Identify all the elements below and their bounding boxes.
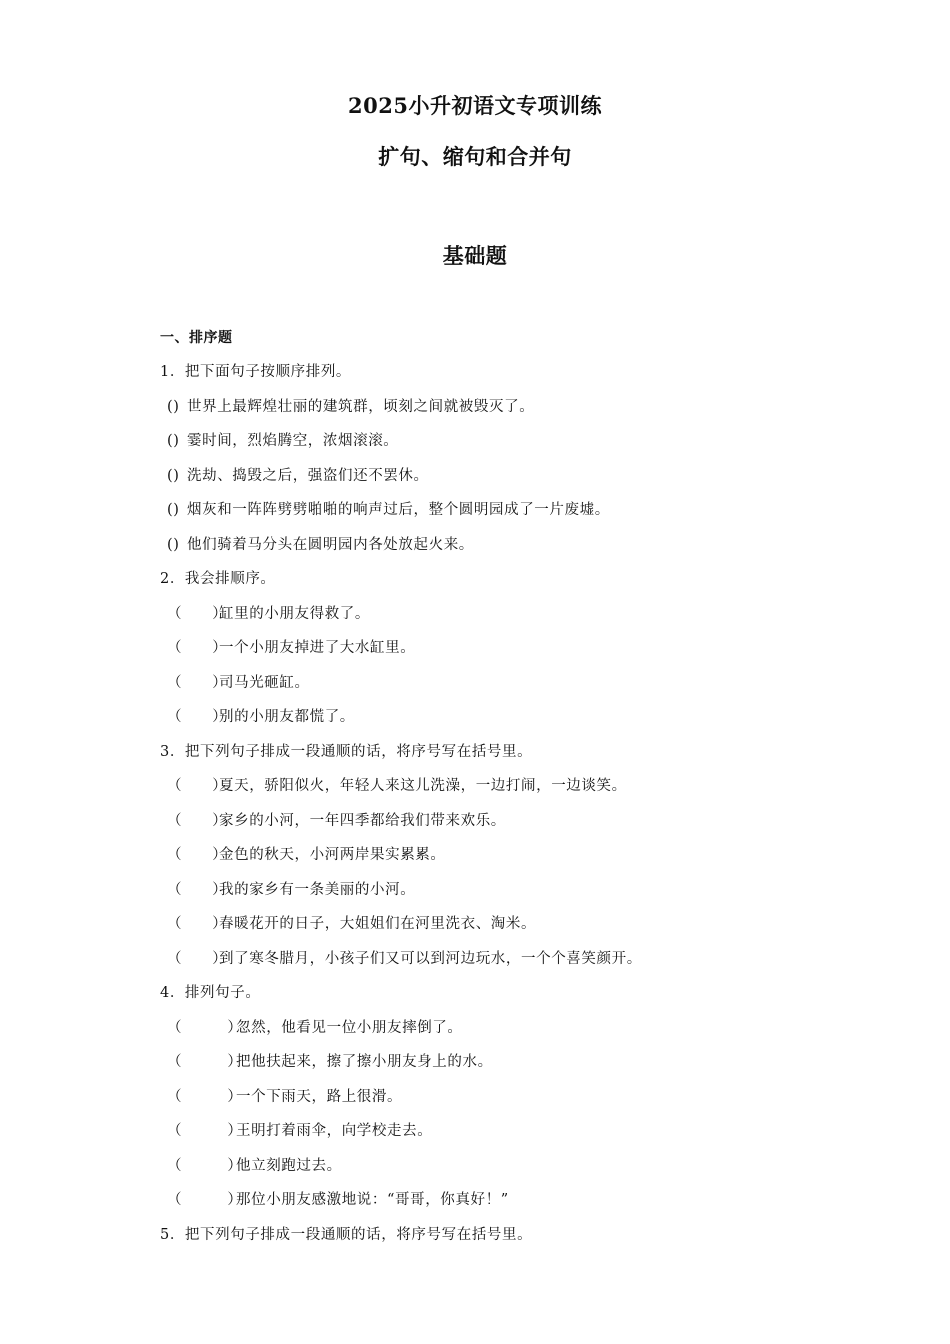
- question-1-item: [160, 533, 860, 568]
- answer-blank[interactable]: （ ）: [167, 916, 228, 932]
- item-text: 一个小朋友掉进了大水缸里。: [219, 640, 416, 656]
- question-4-item: [160, 1050, 860, 1085]
- question-3-item: [160, 947, 860, 982]
- question-3-item: [160, 843, 860, 878]
- question-3-item: [160, 912, 860, 947]
- item-text: 他们骑着马分头在圆明园内各处放起火来。: [187, 536, 474, 553]
- item-text: 缸里的小朋友得救了。: [219, 605, 370, 622]
- item-text: 霎时间，烈焰腾空，浓烟滚滚。: [187, 433, 399, 449]
- question-3-item: [160, 878, 860, 913]
- question-4-item: [160, 1154, 860, 1189]
- item-text: 夏天，骄阳似火，年轻人来这儿洗澡，一边打闹，一边谈笑。: [219, 778, 627, 794]
- question-4-item: [160, 1085, 860, 1120]
- answer-blank[interactable]: （ ）: [167, 1157, 243, 1174]
- answer-blank[interactable]: （ ）: [167, 881, 228, 898]
- question-2-prompt: 2．我会排顺序。: [160, 571, 276, 587]
- question-4-prompt: 4．排列句子。: [160, 985, 261, 1001]
- item-text: 忽然，他看见一位小朋友摔倒了。: [236, 1019, 463, 1036]
- answer-blank[interactable]: （ ）: [167, 640, 228, 656]
- question-4-item: [160, 1119, 860, 1154]
- item-text: 我的家乡有一条美丽的小河。: [219, 881, 416, 898]
- item-text: 王明打着雨伞，向学校走去。: [236, 1123, 433, 1139]
- answer-blank[interactable]: （ ）: [167, 709, 228, 725]
- item-text: 把他扶起来，擦了擦小朋友身上的水。: [236, 1054, 493, 1070]
- difficulty-heading: 基础题: [442, 243, 508, 268]
- question-1-item: [160, 464, 860, 499]
- item-text: 到了寒冬腊月，小孩子们又可以到河边玩水，一个个喜笑颜开。: [219, 950, 642, 967]
- answer-blank[interactable]: （ ）: [167, 778, 228, 794]
- question-2-item: [160, 636, 860, 671]
- item-text: 司马光砸缸。: [219, 674, 310, 691]
- answer-blank[interactable]: (): [167, 502, 180, 518]
- question-2-item: [160, 705, 860, 740]
- answer-blank[interactable]: (): [167, 536, 180, 553]
- document-title: 2025小升初语文专项训练: [348, 93, 602, 118]
- item-text: 家乡的小河，一年四季都给我们带来欢乐。: [219, 812, 506, 829]
- item-text: 一个下雨天，路上很滑。: [236, 1088, 403, 1105]
- question-4-item: [160, 1188, 860, 1223]
- question-3-item: [160, 774, 860, 809]
- answer-blank[interactable]: (): [167, 433, 180, 449]
- answer-blank[interactable]: (): [167, 467, 180, 484]
- answer-blank[interactable]: （ ）: [167, 605, 228, 622]
- section-heading: 一、排序题: [160, 330, 233, 346]
- answer-blank[interactable]: （ ）: [167, 1019, 243, 1036]
- answer-blank[interactable]: (): [167, 398, 180, 415]
- item-text: 金色的秋天，小河两岸果实累累。: [219, 847, 446, 863]
- answer-blank[interactable]: （ ）: [167, 674, 228, 691]
- answer-blank[interactable]: （ ）: [167, 847, 228, 863]
- question-2-item: [160, 671, 860, 706]
- item-text: 别的小朋友都慌了。: [219, 709, 355, 725]
- item-text: 他立刻跑过去。: [236, 1157, 342, 1174]
- answer-blank[interactable]: （ ）: [167, 1192, 243, 1208]
- question-1-item: [160, 429, 860, 464]
- question-3-prompt: 3．把下列句子排成一段通顺的话，将序号写在括号里。: [160, 743, 533, 760]
- question-list: [160, 360, 860, 1257]
- item-text: 春暖花开的日子，大姐姐们在河里洗衣、淘米。: [219, 916, 537, 932]
- item-text: 洗劫、捣毁之后，强盗们还不罢休。: [187, 467, 429, 484]
- item-text: 烟灰和一阵阵劈劈啪啪的响声过后，整个圆明园成了一片废墟。: [187, 502, 610, 518]
- answer-blank[interactable]: （ ）: [167, 1123, 243, 1139]
- answer-blank[interactable]: （ ）: [167, 950, 228, 967]
- question-1-item: [160, 498, 860, 533]
- answer-blank[interactable]: （ ）: [167, 1054, 243, 1070]
- answer-blank[interactable]: （ ）: [167, 812, 228, 829]
- question-1-item: [160, 395, 860, 430]
- question-4-item: [160, 1016, 860, 1051]
- question-5-prompt: 5．把下列句子排成一段通顺的话，将序号写在括号里。: [160, 1226, 533, 1243]
- item-text: 世界上最辉煌壮丽的建筑群，顷刻之间就被毁灭了。: [187, 398, 535, 415]
- question-3-item: [160, 809, 860, 844]
- document-subtitle: 扩句、缩句和合并句: [378, 144, 572, 169]
- question-1-prompt: 1．把下面句子按顺序排列。: [160, 364, 352, 380]
- answer-blank[interactable]: （ ）: [167, 1088, 243, 1105]
- item-text: 那位小朋友感激地说：“哥哥，你真好！”: [236, 1192, 509, 1208]
- question-2-item: [160, 602, 860, 637]
